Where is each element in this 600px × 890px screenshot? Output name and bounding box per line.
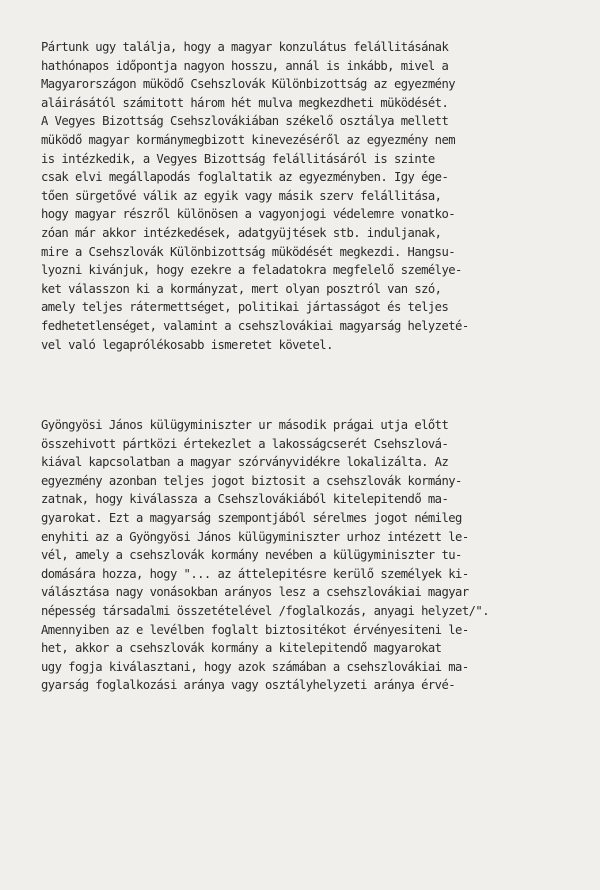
text-line: kiával kapcsolatban a magyar szórványvidékre lokalizálta. Az xyxy=(41,455,449,470)
text-line: válásztása nagy vonásokban arányos lesz a csehszlovákiai magyar xyxy=(41,585,469,600)
text-line: Pártunk ugy találja, hogy a magyar konzulátus felállitásának xyxy=(41,40,449,54)
text-line: Magyarországon müködő Csehszlovák Különbizottság az egyezmény xyxy=(41,77,456,92)
text-line: csak elvi megállapodás foglaltatik az egyezményben. Igy ége- xyxy=(41,170,449,185)
text-line: hogy magyar részről különösen a vagyonjogi védelemre vonatko- xyxy=(41,207,456,222)
paragraph-2 xyxy=(41,416,586,695)
text-line: zóan már akkor intézkedések, adatgyüjtések stb. induljanak, xyxy=(41,225,442,240)
text-line: gyarság foglalkozási aránya vagy osztályhelyzeti aránya érvé- xyxy=(41,678,456,693)
text-line: ugy fogja kiválasztani, hogy azok számában a csehszlovákiai ma- xyxy=(41,659,469,674)
text-line: zatnak, hogy kiválassza a Csehszlovákiából kitelepitendő ma- xyxy=(41,492,449,507)
text-line: Amennyiben az e levélben foglalt biztositékot érvényesiteni le- xyxy=(41,622,469,637)
text-line: aláirásától számitott három hét mulva megkezdheti müködését. xyxy=(41,95,449,110)
text-line: is intézkedik, a Vegyes Bizottság felállitásáról is szinte xyxy=(41,151,435,166)
text-line: mire a Csehszlovák Különbizottság müködését megkezdi. Hangsu- xyxy=(41,244,456,259)
paragraph-1 xyxy=(41,38,586,354)
text-line: ket válasszon ki a kormányzat, mert olyan posztról van szó, xyxy=(41,281,442,296)
text-line: tően sürgetővé válik az egyik vagy másik szerv felállitása, xyxy=(41,188,442,203)
text-line: müködő magyar kormánymegbizott kinevezéséről az egyezmény nem xyxy=(41,132,456,147)
text-line: egyezmény azonban teljes jogot biztosit a csehszlovák kormány- xyxy=(41,473,462,488)
text-line: gyarokat. Ezt a magyarság szempontjából sérelmes jogot némileg xyxy=(41,510,462,525)
text-line: népesség társadalmi összetételével /foglalkozás, anyagi helyzet/". xyxy=(41,603,489,618)
text-line: lyozni kivánjuk, hogy ezekre a feladatokra megfelelő személye- xyxy=(41,263,462,278)
text-line: domására hozza, hogy "... az áttelepitésre kerülő személyek ki- xyxy=(41,566,469,581)
text-line: enyhiti az a Gyöngyösi János külügyminiszter urhoz intézett le- xyxy=(41,529,469,544)
text-line: vél, amely a csehszlovák kormány nevében a külügyminiszter tu- xyxy=(41,548,462,563)
text-line: fedhetetlenséget, valamint a csehszlovákiai magyarság helyzeté- xyxy=(41,318,469,333)
text-line: A Vegyes Bizottság Csehszlovákiában székelő osztálya mellett xyxy=(41,114,449,129)
text-line: het, akkor a csehszlovák kormány a kitelepitendő magyarokat xyxy=(41,641,442,656)
text-line: Gyöngyösi János külügyminiszter ur második prágai utja előtt xyxy=(41,418,449,432)
text-line: összehivott pártközi értekezlet a lakosságcserét Csehszlová- xyxy=(41,436,449,451)
text-line: amely teljes rátermettséget, politikai jártasságot és teljes xyxy=(41,300,449,315)
text-line: hathónapos időpontja nagyon hosszu, annál is inkább, mivel a xyxy=(41,58,449,73)
text-line: vel való legaprólékosabb ismeretet követel. xyxy=(41,337,333,352)
